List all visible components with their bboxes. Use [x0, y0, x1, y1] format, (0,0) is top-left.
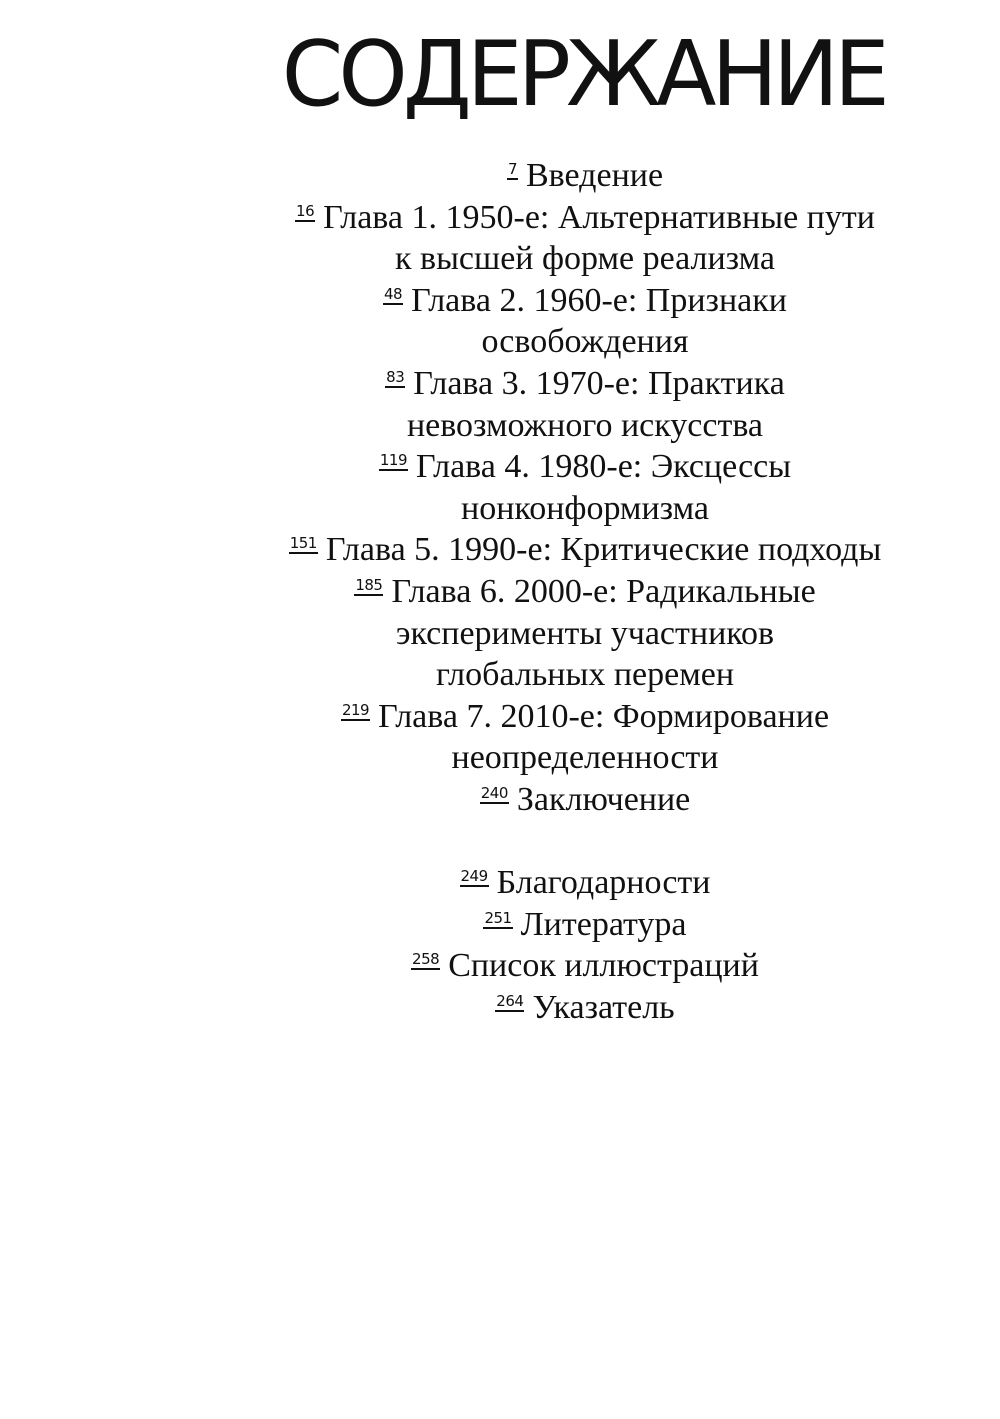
toc-entry-conclusion [170, 779, 1000, 821]
toc-entry-illustrations [170, 945, 1000, 987]
page-number: 119 [379, 451, 408, 470]
entry-title-continuation: к высшей форме реализма [395, 240, 775, 278]
page-number: 151 [289, 534, 317, 553]
toc-entry-chapter-7 [170, 696, 1000, 779]
page-number: 264 [496, 991, 524, 1010]
entry-title-continuation: неопределенности [451, 739, 719, 777]
entry-title: Литература [520, 905, 687, 943]
page-number: 83 [386, 367, 405, 386]
entry-title-continuation: освобождения [481, 323, 689, 361]
entry-title: Глава 3. 1970-е: Практика [413, 364, 785, 402]
page-title: СОДЕРЖАНИЕ [281, 22, 885, 127]
toc-entry-chapter-5 [170, 529, 1000, 571]
entry-title: Глава 7. 2010-е: Формирование [378, 697, 830, 735]
entry-title-continuation: эксперименты участников [395, 614, 775, 652]
toc-entry-index [170, 987, 1000, 1029]
toc-entry-introduction [170, 155, 1000, 197]
page-number: 249 [460, 867, 488, 886]
entry-title-continuation: невозможного искусства [406, 406, 764, 444]
entry-title: Указатель [532, 988, 675, 1026]
entry-title: Список иллюстраций [448, 947, 759, 985]
page-number: 219 [341, 700, 370, 719]
entry-title-continuation: нонконформизма [461, 489, 709, 527]
entry-title: Заключение [516, 780, 691, 818]
entry-title-continuation: глобальных перемен [435, 656, 735, 694]
entry-title: Глава 5. 1990-е: Критические подходы [325, 531, 882, 569]
entry-title: Глава 6. 2000-е: Радикальные [391, 572, 816, 610]
page-number: 251 [484, 908, 512, 927]
toc-entry-acknowledgements [170, 862, 1000, 904]
entry-title: Введение [526, 157, 664, 194]
entry-title: Благодарности [496, 864, 711, 902]
entry-title: Глава 1. 1950-е: Альтернативные пути [323, 198, 875, 236]
table-of-contents [170, 155, 1000, 1028]
page-number: 48 [384, 284, 403, 303]
page-number: 240 [480, 783, 508, 802]
entry-title: Глава 2. 1960-е: Признаки [411, 281, 787, 319]
page-number: 185 [355, 575, 383, 594]
page-number: 258 [412, 950, 440, 969]
toc-entry-chapter-1 [170, 197, 1000, 280]
toc-entry-chapter-4 [170, 446, 1000, 529]
toc-entry-chapter-2 [170, 280, 1000, 363]
entry-title: Глава 4. 1980-е: Эксцессы [416, 448, 792, 486]
toc-entry-chapter-6 [170, 571, 1000, 696]
toc-entry-chapter-3 [170, 363, 1000, 446]
page-number: 7 [507, 160, 517, 178]
page-number: 16 [296, 201, 315, 220]
toc-entry-bibliography [170, 904, 1000, 946]
